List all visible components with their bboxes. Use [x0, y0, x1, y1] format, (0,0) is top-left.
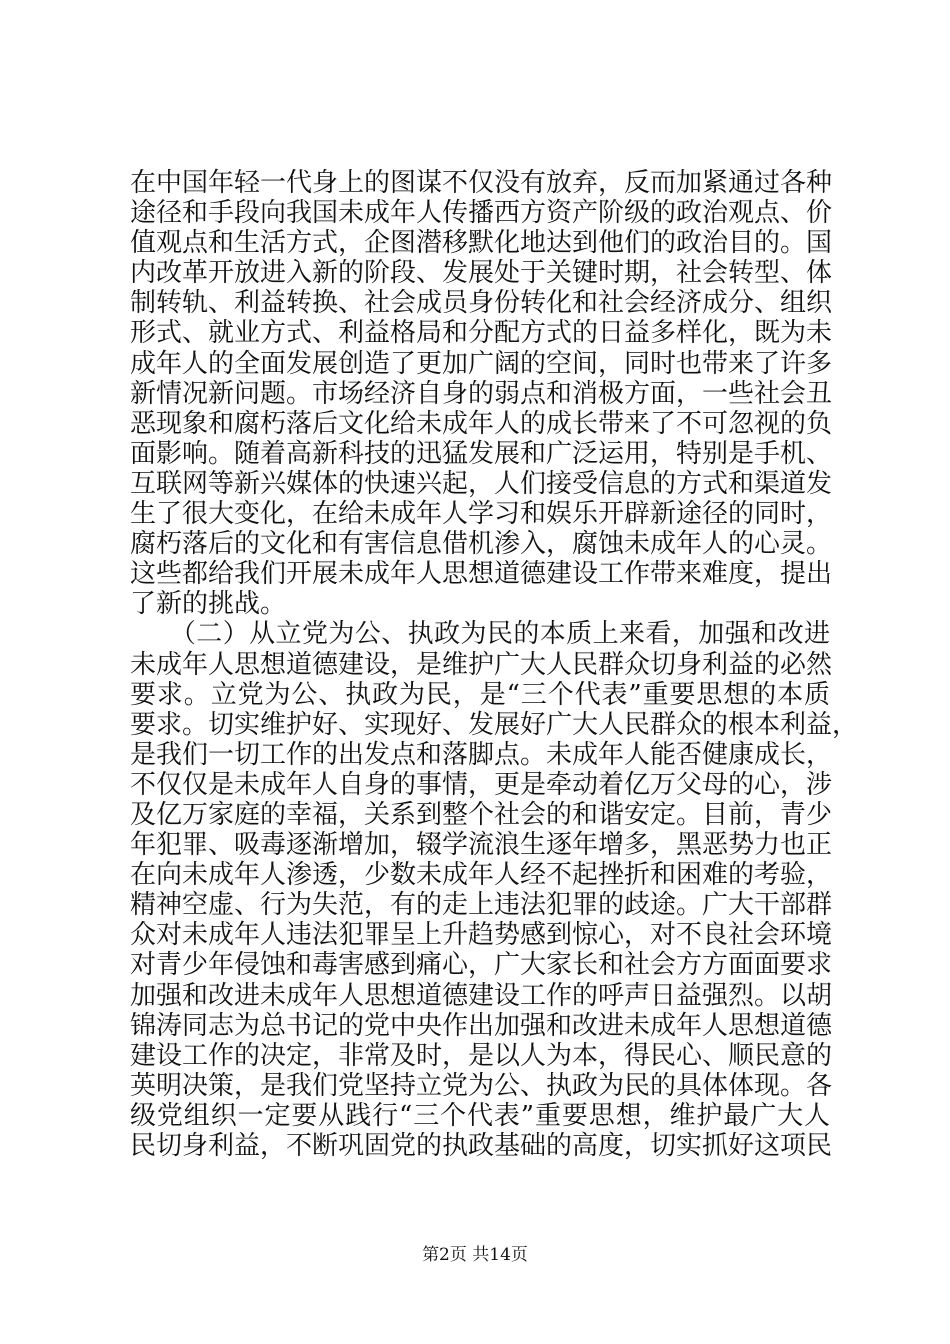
page-footer: 第2页 共14页 [422, 1245, 528, 1265]
text-line: 精神空虚、行为失范，有的走上违法犯罪的歧途。广大干部群 [130, 890, 833, 921]
text-line: 未成年人思想道德建设，是维护广大人民群众切身利益的必然 [130, 649, 833, 680]
text-line: 新情况新问题。市场经济自身的弱点和消极方面，一些社会丑 [130, 378, 833, 409]
text-line: 级党组织一定要从践行“三个代表”重要思想，维护最广大人 [130, 1100, 830, 1131]
text-line: 在中国年轻一代身上的图谋不仅没有放弃，反而加紧通过各种 [130, 168, 833, 198]
text-line: 在向未成年人渗透，少数未成年人经不起挫折和困难的考验， [130, 860, 833, 891]
text-line: 值观点和生活方式，企图潜移默化地达到他们的政治目的。国 [130, 228, 833, 259]
text-line: 制转轨、利益转换、社会成员身份转化和社会经济成分、组织 [130, 288, 833, 319]
text-line: 面影响。随着高新科技的迅猛发展和广泛运用，特别是手机、 [130, 438, 833, 469]
text-line: 途径和手段向我国未成年人传播西方资产阶级的政治观点、价 [130, 198, 833, 229]
text-line: 成年人的全面发展创造了更加广阔的空间，同时也带来了许多 [130, 348, 833, 379]
text-line: 英明决策，是我们党坚持立党为公、执政为民的具体体现。各 [130, 1070, 833, 1101]
text-line: 对青少年侵蚀和毒害感到痛心，广大家长和社会方方面面要求 [130, 950, 833, 981]
text-line: 锦涛同志为总书记的党中央作出加强和改进未成年人思想道德 [130, 1010, 833, 1041]
body-text [130, 168, 859, 1161]
text-line: 不仅仅是未成年人自身的事情，更是牵动着亿万父母的心，涉 [130, 769, 833, 800]
text-line: 生了很大变化，在给未成年人学习和娱乐开辟新途径的同时， [130, 499, 833, 530]
text-line: 要求。切实维护好、实现好、发展好广大人民群众的根本利益， [130, 709, 859, 740]
text-line: 及亿万家庭的幸福，关系到整个社会的和谐安定。目前，青少 [130, 799, 833, 830]
text-line: 要求。立党为公、执政为民，是“三个代表”重要思想的本质 [130, 679, 830, 710]
text-line: 加强和改进未成年人思想道德建设工作的呼声日益强烈。以胡 [130, 980, 833, 1011]
text-line: （二）从立党为公、执政为民的本质上来看，加强和改进 [130, 619, 830, 650]
text-line: 年犯罪、吸毒逐渐增加，辍学流浪生逐年增多，黑恶势力也正 [130, 830, 833, 861]
text-line: 是我们一切工作的出发点和落脚点。未成年人能否健康成长， [130, 739, 833, 770]
text-line: 互联网等新兴媒体的快速兴起，人们接受信息的方式和渠道发 [130, 468, 833, 499]
text-line: 众对未成年人违法犯罪呈上升趋势感到惊心，对不良社会环境 [130, 920, 833, 951]
text-line: 民切身利益，不断巩固党的执政基础的高度，切实抓好这项民 [130, 1131, 833, 1161]
text-line: 了新的挑战。 [130, 589, 287, 620]
text-line: 恶现象和腐朽落后文化给未成年人的成长带来了不可忽视的负 [130, 408, 833, 439]
text-line: 内改革开放进入新的阶段、发展处于关键时期，社会转型、体 [130, 258, 833, 289]
text-line: 建设工作的决定，非常及时，是以人为本，得民心、顺民意的 [130, 1040, 833, 1071]
text-line: 这些都给我们开展未成年人思想道德建设工作带来难度，提出 [130, 559, 833, 590]
text-line: 形式、就业方式、利益格局和分配方式的日益多样化，既为未 [130, 318, 833, 349]
text-line: 腐朽落后的文化和有害信息借机渗入，腐蚀未成年人的心灵。 [130, 529, 833, 560]
